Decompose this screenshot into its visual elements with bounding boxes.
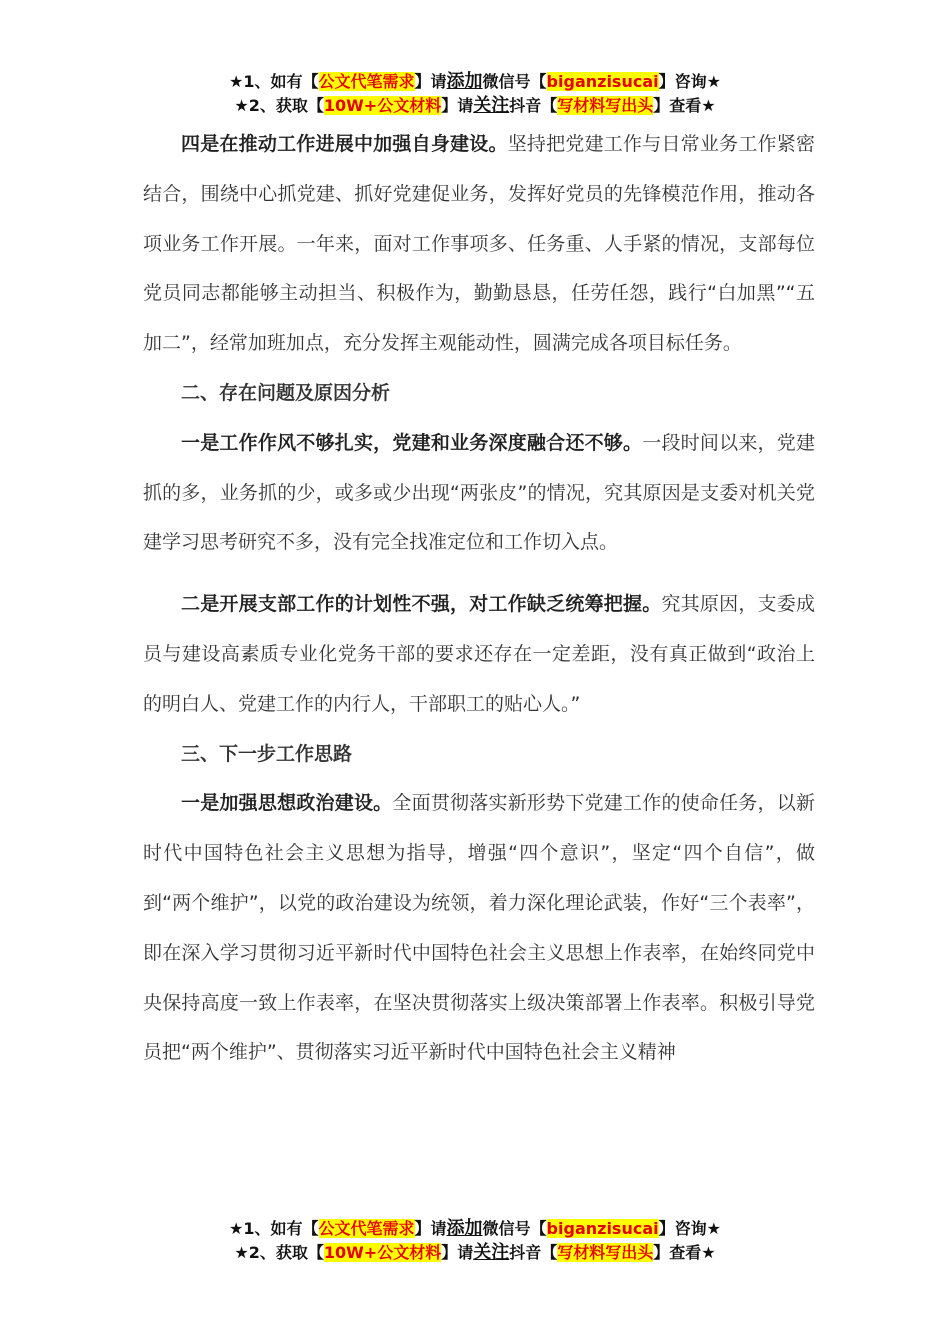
banner-text: ★2、获取【 <box>234 1243 324 1262</box>
underlined-add: 添加 <box>446 71 483 92</box>
paragraph-problem-1 <box>143 419 815 568</box>
banner-text: 】请 <box>414 1219 447 1238</box>
banner-line-2 <box>0 1241 950 1265</box>
banner-text: 】咨询★ <box>658 1219 721 1238</box>
paragraph-lead: 一是工作作风不够扎实，党建和业务深度融合还不够。 <box>181 431 643 454</box>
paragraph-self-building <box>143 120 815 369</box>
underlined-follow: 关注 <box>473 95 510 116</box>
banner-text: 抖音【 <box>509 1243 558 1262</box>
paragraph-text: 坚持把党建工作与日常业务工作紧密结合，围绕中心抓党建、抓好党建促业务，发挥好党员的先锋模范作用，推动各项业务工作开展。一年来，面对工作事项多、任务重、人手紧的情况，支部每位党员同志都能够主动担当、积极作为，勤勤恳恳，任劳任怨，践行“白加黑”“五加二”，经常加班加点，充分发挥主观能动性，圆满完成各项目标任务。 <box>143 133 815 355</box>
document-body <box>143 120 815 1078</box>
banner-text: 】咨询★ <box>658 72 721 91</box>
highlight-writing-service: 公文代笔需求 <box>318 72 415 91</box>
highlight-douyin-account: 写材料写出头 <box>557 1243 654 1262</box>
section-heading-problems: 二、存在问题及原因分析 <box>181 381 391 404</box>
paragraph-lead: 一是加强思想政治建设。 <box>181 792 393 815</box>
paragraph-political-building <box>143 779 815 1078</box>
banner-text: 微信号【 <box>482 1219 547 1238</box>
highlight-materials: 10W+公文材料 <box>323 1243 442 1262</box>
highlight-wechat-id: biganzisucai <box>546 72 659 91</box>
banner-text: 】查看★ <box>653 96 716 115</box>
paragraph-text: 一段时间以来，党建抓的多，业务抓的少，或多或少出现“两张皮”的情况，究其原因是支委对机关党建学习思考研究不多，没有完全找准定位和工作切入点。 <box>143 431 815 554</box>
section-heading-next-steps: 三、下一步工作思路 <box>181 742 353 765</box>
highlight-materials: 10W+公文材料 <box>323 96 442 115</box>
paragraph-problem-2 <box>143 580 815 729</box>
banner-line-1 <box>0 70 950 94</box>
banner-text: 】请 <box>414 72 447 91</box>
banner-line-2 <box>0 94 950 118</box>
banner-text: 微信号【 <box>482 72 547 91</box>
header-banner <box>0 70 950 118</box>
banner-text: 】请 <box>441 96 474 115</box>
banner-text: 】查看★ <box>653 1243 716 1262</box>
footer-banner <box>0 1217 950 1265</box>
banner-line-1 <box>0 1217 950 1241</box>
banner-text: 】请 <box>441 1243 474 1262</box>
banner-text: ★1、如有【 <box>229 72 319 91</box>
underlined-add: 添加 <box>446 1218 483 1239</box>
banner-text: ★1、如有【 <box>229 1219 319 1238</box>
highlight-wechat-id: biganzisucai <box>546 1219 659 1238</box>
underlined-follow: 关注 <box>473 1242 510 1263</box>
highlight-douyin-account: 写材料写出头 <box>557 96 654 115</box>
paragraph-text: 全面贯彻落实新形势下党建工作的使命任务，以新时代中国特色社会主义思想为指导，增强“四个意识”，坚定“四个自信”，做到“两个维护”，以党的政治建设为统领，着力深化理论武装，作好“三个表率”，即在深入学习贯彻习近平新时代中国特色社会主义思想上作表率，在始终同党中央保持高度一致上作表率，在坚决贯彻落实上级决策部署上作表率。积极引导党员把“两个维护”、贯彻落实习近平新时代中国特色社会主义精神 <box>143 792 815 1064</box>
paragraph-lead: 二是开展支部工作的计划性不强，对工作缺乏统筹把握。 <box>181 593 662 616</box>
paragraph-lead: 四是在推动工作进展中加强自身建设。 <box>181 133 508 155</box>
highlight-writing-service: 公文代笔需求 <box>318 1219 415 1238</box>
paragraph-text: 究其原因，支委成员与建设高素质专业化党务干部的要求还存在一定差距，没有真正做到“政治上的明白人、党建工作的内行人，干部职工的贴心人。” <box>143 593 815 715</box>
banner-text: ★2、获取【 <box>234 96 324 115</box>
banner-text: 抖音【 <box>509 96 558 115</box>
